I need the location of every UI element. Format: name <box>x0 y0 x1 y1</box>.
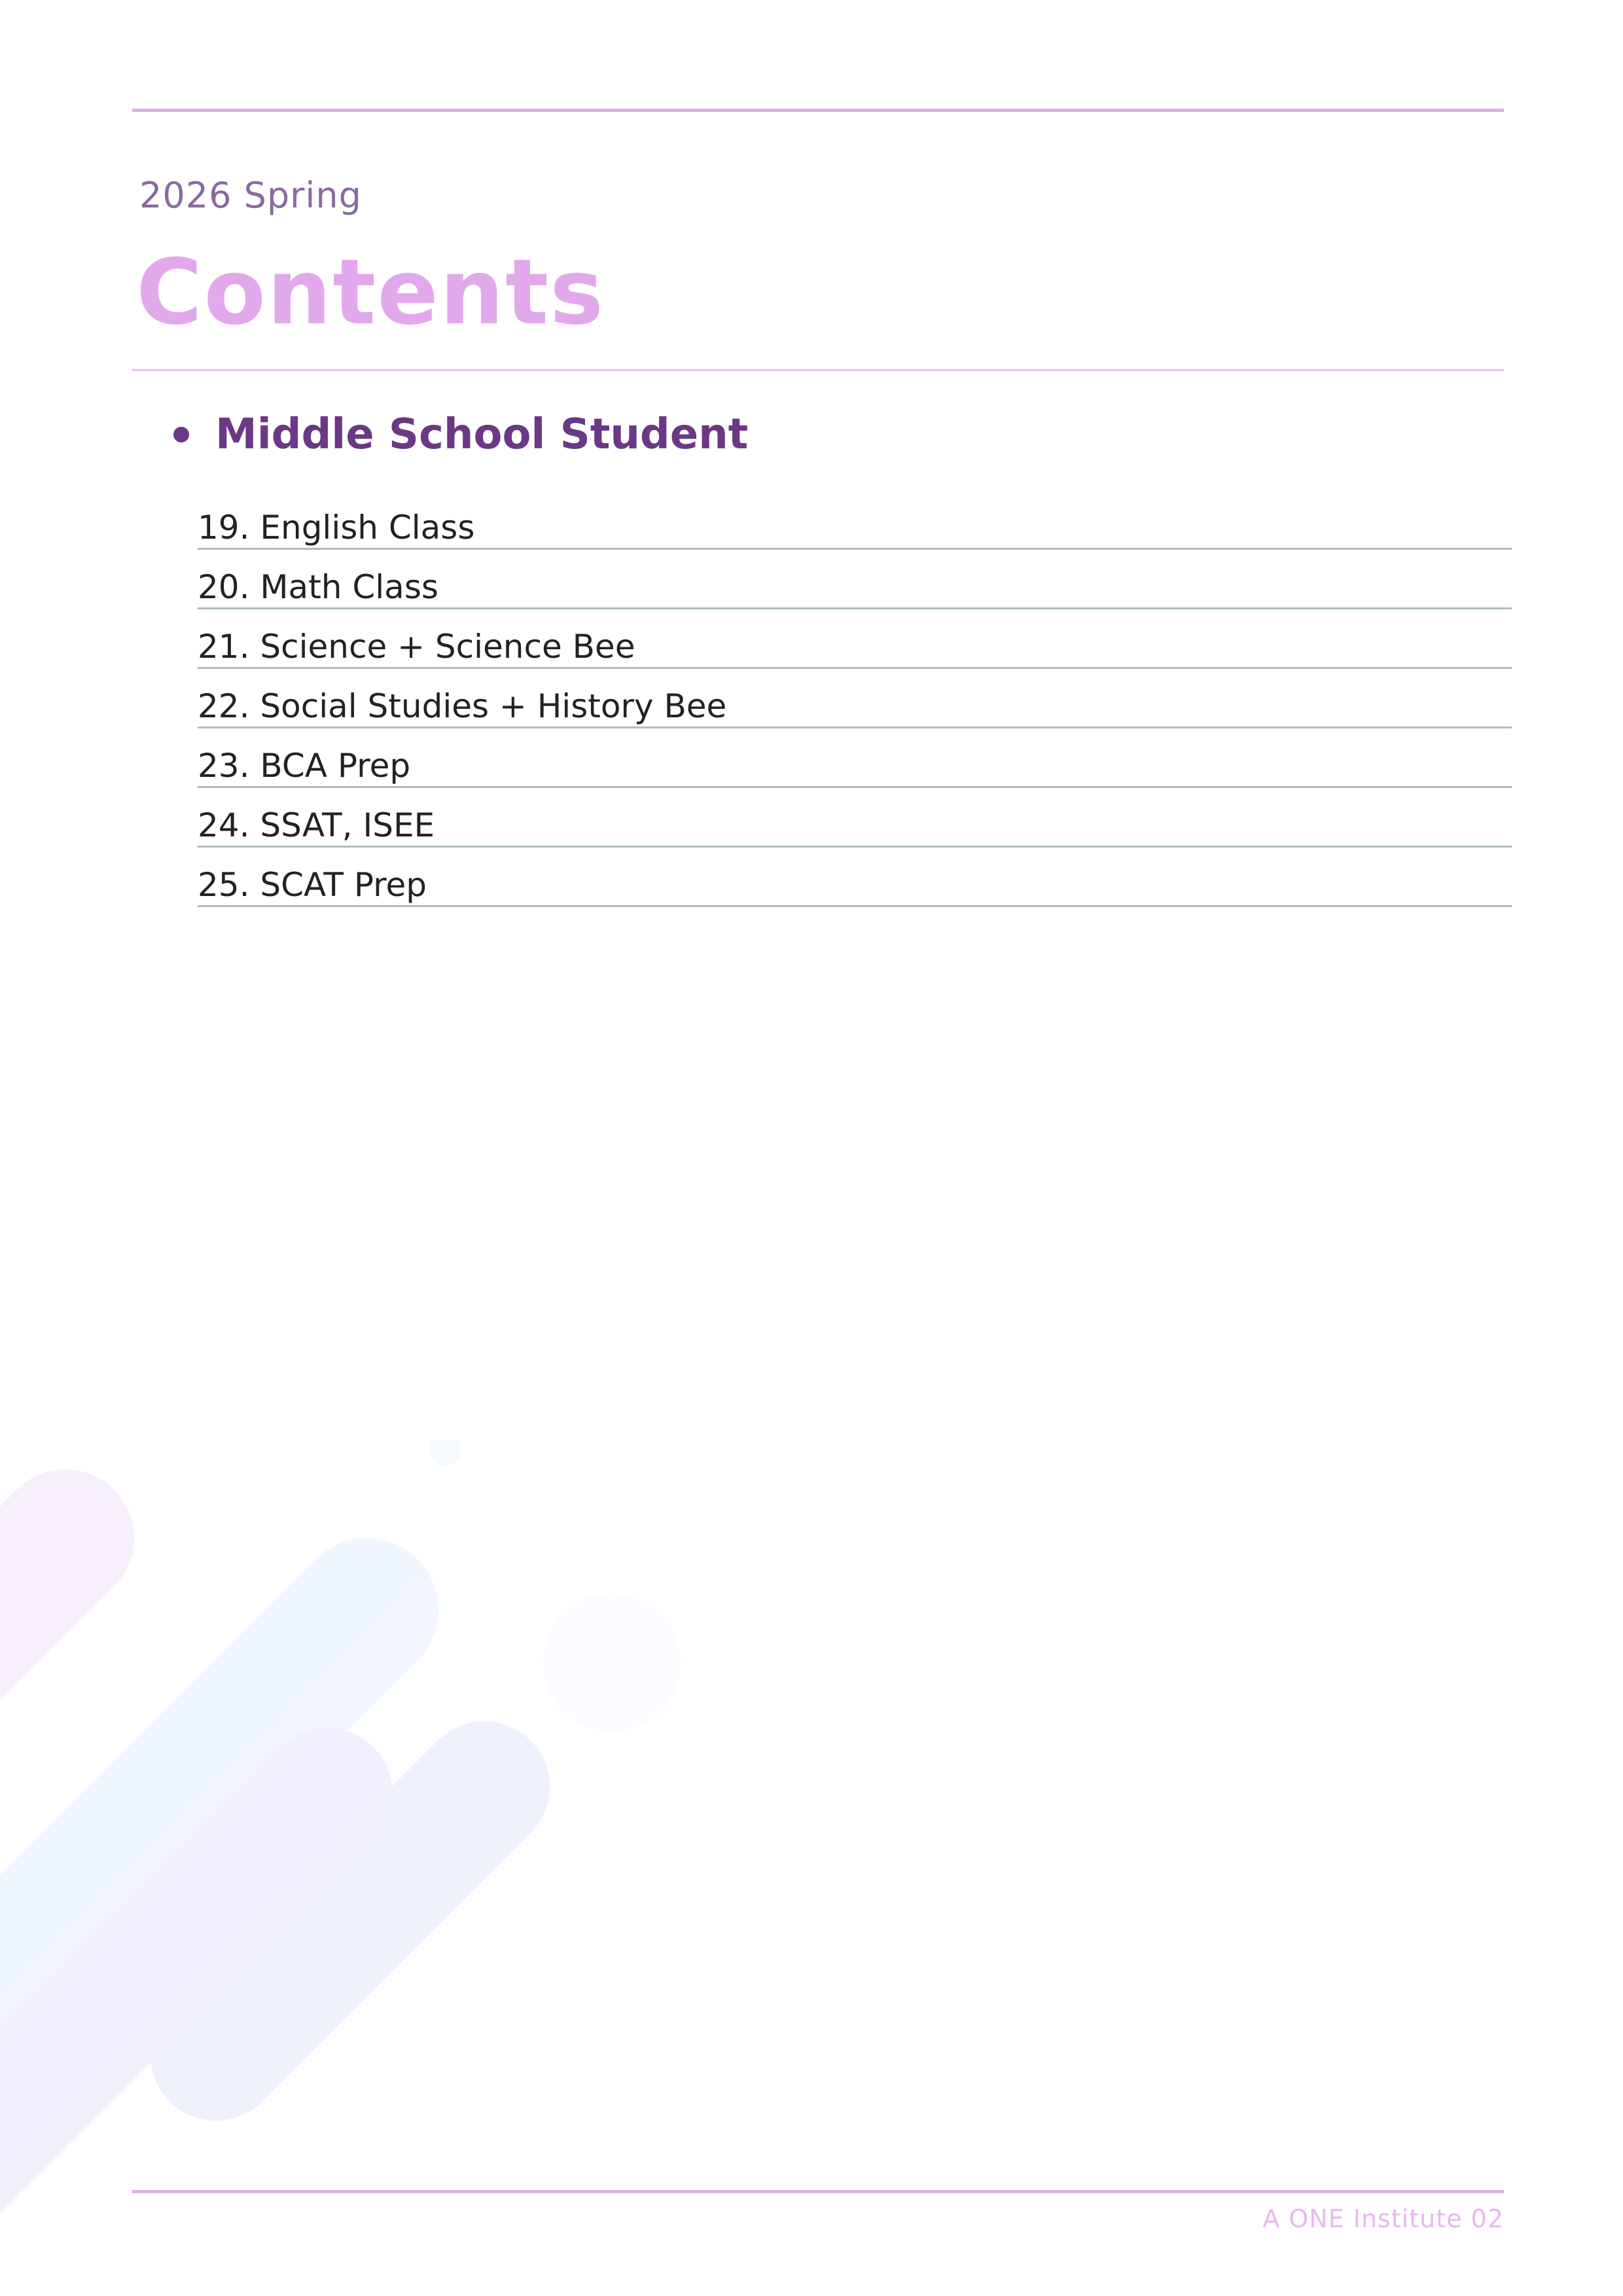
page-title: Contents <box>136 240 605 345</box>
section-heading <box>173 410 749 459</box>
footer-text: A ONE Institute 02 <box>1262 2204 1504 2233</box>
toc-item[interactable] <box>198 850 1512 907</box>
table-of-contents <box>198 492 1512 909</box>
section-label: Middle School Student <box>215 410 749 459</box>
decor-pills <box>0 1538 484 2186</box>
season-label: 2026 Spring <box>139 175 362 216</box>
top-rule <box>132 109 1504 112</box>
toc-item-label: 24. SSAT, ISEE <box>198 806 435 844</box>
bullet-icon <box>173 427 189 442</box>
toc-item[interactable] <box>198 611 1512 669</box>
toc-item-label: 22. Social Studies + History Bee <box>198 687 727 725</box>
toc-item[interactable] <box>198 730 1512 788</box>
toc-item[interactable] <box>198 492 1512 550</box>
background-decoration <box>0 1440 785 2296</box>
toc-item[interactable] <box>198 671 1512 728</box>
toc-item-label: 25. SCAT Prep <box>198 866 427 904</box>
toc-item-label: 19. English Class <box>198 509 475 547</box>
toc-item[interactable] <box>198 790 1512 848</box>
toc-item-label: 23. BCA Prep <box>198 747 411 785</box>
title-rule <box>132 369 1504 371</box>
toc-item-label: 21. Science + Science Bee <box>198 628 635 666</box>
toc-item[interactable] <box>198 552 1512 609</box>
toc-item-label: 20. Math Class <box>198 568 438 606</box>
decor-dots <box>429 1440 681 1731</box>
bottom-rule <box>132 2190 1504 2193</box>
